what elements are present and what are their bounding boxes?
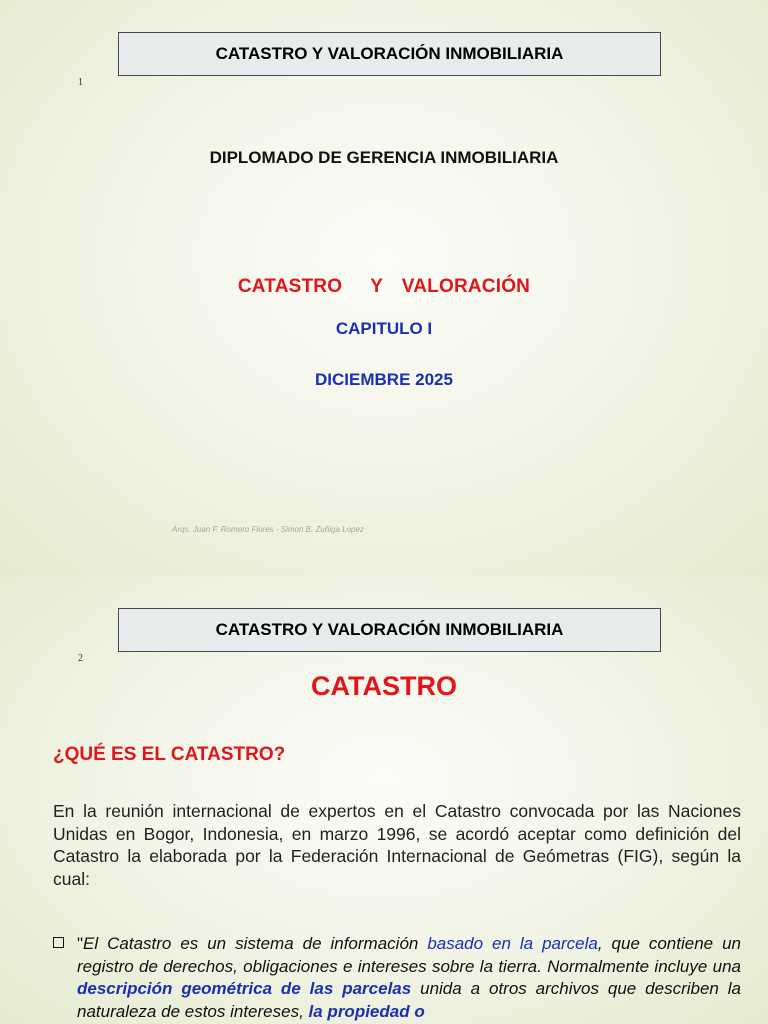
chapter-label: CAPITULO I (335, 319, 433, 338)
bullet-highlight: basado en la parcela (427, 934, 598, 953)
date-label: DICIEMBRE 2025 (315, 370, 453, 389)
bullet-text (53, 933, 741, 1023)
slide-2 (0, 576, 768, 1024)
bullet-part: El Catastro es un sistema de información (83, 934, 428, 953)
quote-mark: " (77, 934, 84, 953)
slide-header: CATASTRO Y VALORACIÓN INMOBILIARIA (118, 32, 661, 76)
intro-paragraph: En la reunión internacional de expertos en el Catastro convocada por las Naciones Unidas en Bogor, Indonesia, en marzo 1996, se acordó aceptar como definición del Catastro la elaborada por la Federación Internacional de Geómetras (FIG), según la cual: (53, 801, 741, 889)
section-question: ¿QUÉ ES EL CATASTRO? (53, 744, 286, 765)
course-subtitle: DIPLOMADO DE GERENCIA INMOBILIARIA (209, 148, 559, 167)
slide-number: 2 (78, 653, 83, 664)
bullet-part: , que contiene un registro de derechos, obligaciones e intereses sobre la tierra. Normalmente incluye una (77, 934, 741, 976)
bullet-part: unida a otros archivos que describen la naturaleza de estos intereses, (77, 979, 742, 1021)
slide-header: CATASTRO Y VALORACIÓN INMOBILIARIA (118, 608, 661, 652)
checkbox-bullet-icon (53, 937, 64, 948)
authors-footer: Arqs. Juan F. Romero Flores - Simon B. Zuñiga Lopez (172, 525, 364, 534)
slide-title: CATASTRO Y VALORACIÓN (237, 276, 531, 297)
slide-title: CATASTRO (311, 671, 457, 701)
bullet-highlight-bold: descripción geométrica de las parcelas (77, 979, 412, 998)
definition-bullet (53, 933, 741, 1023)
bullet-highlight-bold: la propiedad o (308, 1001, 425, 1021)
slide-number: 1 (78, 77, 83, 88)
